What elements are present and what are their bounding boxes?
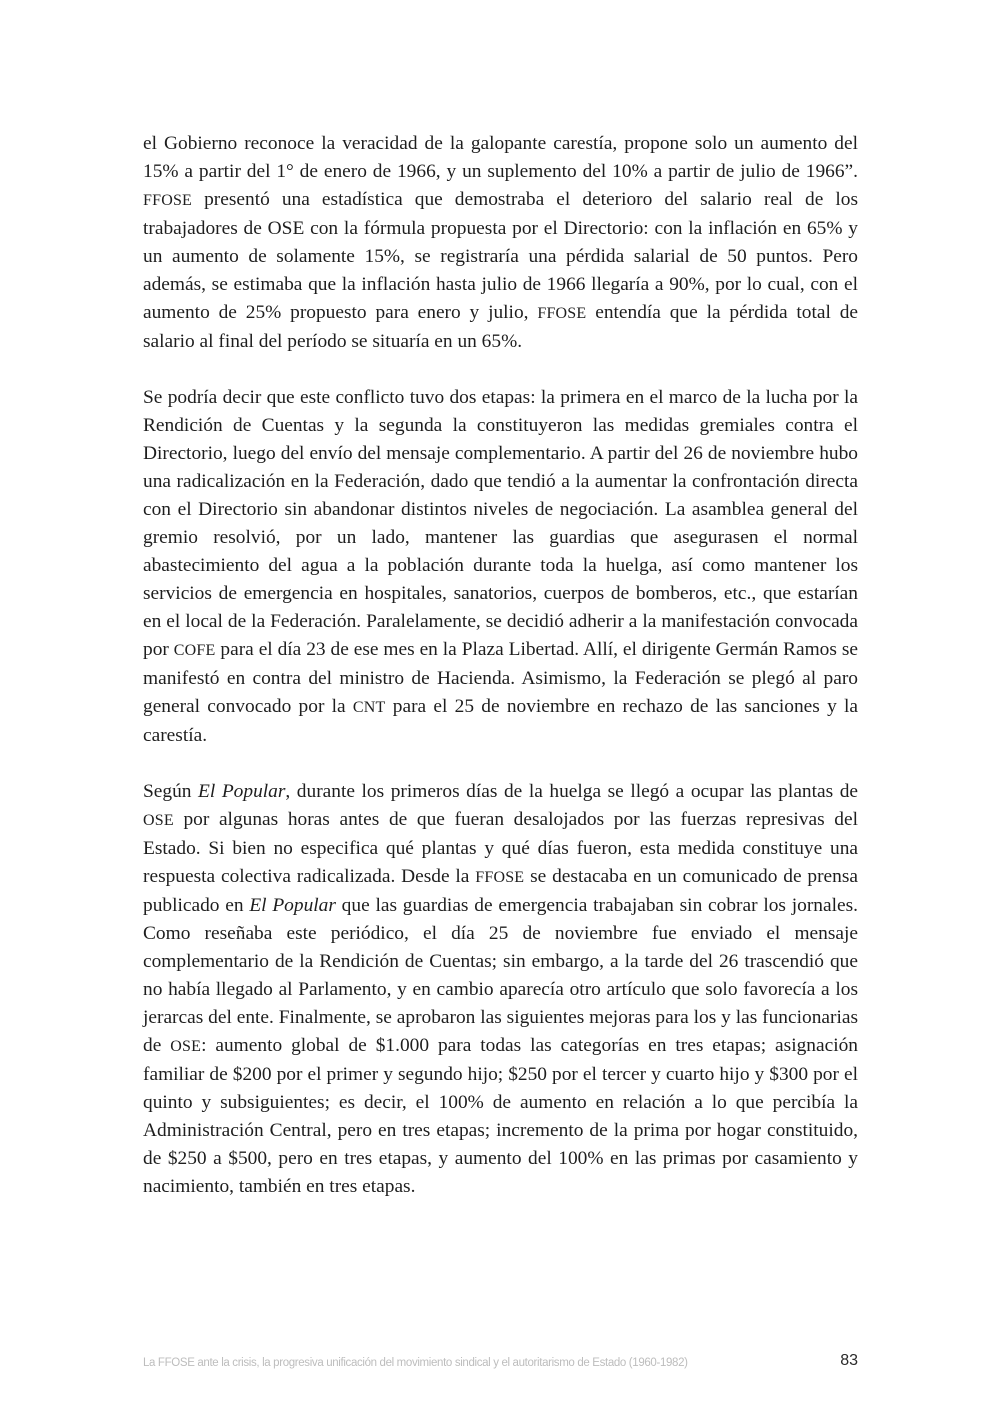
text-segment: para el día 23 de ese mes en la Plaza Libertad. Allí, el dirigente Germán Ramos se manifestó en contra del ministro de Hacienda. Asimismo, la Federación se plegó al paro general convocado por la [143,639,858,717]
italic-text: El Popular [198,781,286,802]
text-segment: que las guardias de emergencia trabajaban sin cobrar los jornales. Como reseñaba este periódico, el día 25 de noviembre fue enviado el mensaje complementario de la Rendición de Cuentas; sin embargo, a la tarde del 26 trascendió que no había llegado al Parlamento, y en cambio aparecía otro artículo que solo favorecía a los jerarcas del ente. Finalmente, se aprobaron las siguientes mejoras para los y las funcionarias de [143,895,858,1056]
text-segment: : aumento global de $1.000 para todas las categorías en tres etapas; asignación familiar de $200 por el primer y segundo hijo; $250 por el tercer y cuarto hijo y $300 por el quinto y subsiguientes; es decir, el 100% de aumento en relación a lo que percibía la Administración Central, pero en tres etapas; incremento de la prima por hogar constituido, de $250 a $500, pero en tres etapas, y aumento del 100% en las primas por casamiento y nacimiento, también en tres etapas. [143,1035,858,1197]
text-segment: el Gobierno reconoce la veracidad de la galopante carestía, propone solo un aumento del 15% a partir del 1° de enero de 1966, y un suplemento del 10% a partir de julio de 1966”. [143,133,858,182]
acronym-text: CNT [352,699,386,716]
acronym-text: OSE [170,1038,202,1055]
text-segment: presentó una estadística que demostraba el deterioro del salario real de los trabajadores de OSE con la fórmula propuesta por el Directorio: con la inflación en 65% y un aumento de solamente 15%, se registraría una pérdida salarial de 50 puntos. Pero además, se estimaba que la inflación hasta julio de 1966 llegaría a 90%, por lo cual, con el aumento de 25% propuesto para enero y julio, [143,189,858,323]
page-number: 83 [840,1352,858,1369]
text-segment: por algunas horas antes de que fueran desalojados por las fuerzas represivas del Estado. Si bien no especifica qué plantas y qué días fueron, esta medida constituye una respuesta colectiva radicalizada. Desde la [143,809,858,887]
text-segment: Según [143,781,199,802]
body-text [143,130,858,1229]
text-segment: , durante los primeros días de la huelga se llegó a ocupar las plantas de [285,781,859,802]
paragraph [143,778,858,1201]
italic-text: El Popular [249,895,336,916]
text-segment: entendía que la pérdida total de salario al final del período se situaría en un 65%. [143,302,858,352]
acronym-text: FFOSE [475,869,525,886]
text-segment: para el 25 de noviembre en rechazo de las sanciones y la carestía. [143,696,859,746]
acronym-text: FFOSE [537,305,587,322]
text-segment: se destacaba en un comunicado de prensa publicado en [143,866,858,916]
acronym-text: COFE [173,642,216,659]
paragraph [143,384,858,750]
acronym-text: OSE [143,812,174,829]
footer-running-title: La FFOSE ante la crisis, la progresiva unificación del movimiento sindical y el autoritarismo de Estado (1960-1982) [143,1357,688,1369]
paragraph [143,130,858,356]
text-segment: Se podría decir que este conflicto tuvo dos etapas: la primera en el marco de la lucha por la Rendición de Cuentas y la segunda la constituyeron las medidas gremiales contra el Directorio, luego del envío del mensaje complementario. A partir del 26 de noviembre hubo una radicalización en la Federación, dado que tendió a la aumentar la confrontación directa con el Directorio sin abandonar distintos niveles de negociación. La asamblea general del gremio resolvió, por un lado, mantener las guardias que asegurasen el normal abastecimiento del agua a la población durante toda la huelga, así como mantener los servicios de emergencia en hospitales, sanatorios, cuerpos de bomberos, etc., que estarían en el local de la Federación. Paralelamente, se decidió adherir a la manifestación convocada por [143,387,858,660]
acronym-text: FFOSE [143,192,193,209]
